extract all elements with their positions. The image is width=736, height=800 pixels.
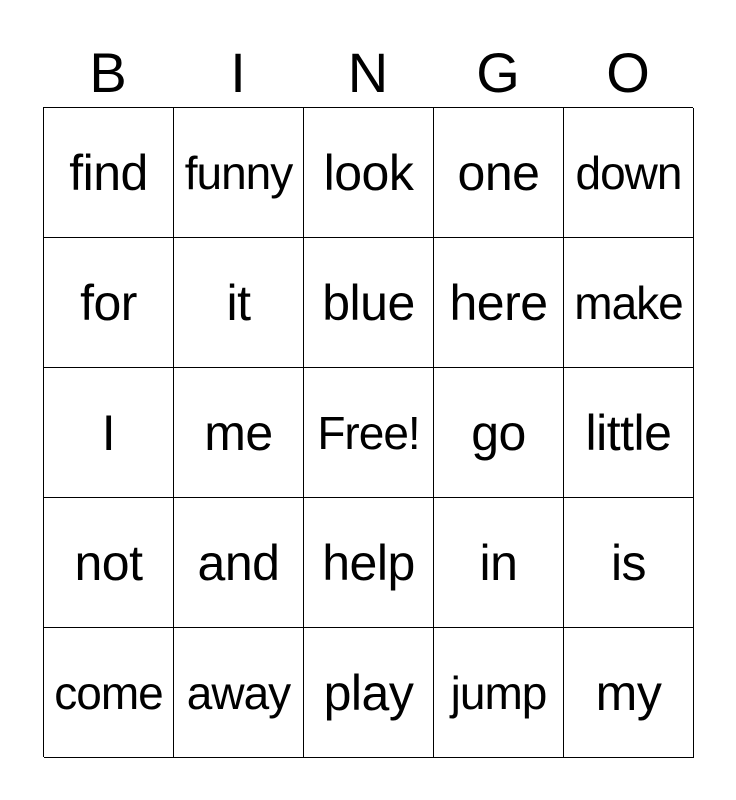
bingo-cell[interactable]: down [564, 108, 694, 238]
header-letter-g: G [476, 41, 520, 104]
header-letter-n: N [347, 41, 389, 104]
bingo-cell[interactable]: look [304, 108, 434, 238]
bingo-cell[interactable]: it [174, 238, 304, 368]
bingo-cell[interactable]: funny [174, 108, 304, 238]
bingo-cell[interactable]: here [434, 238, 564, 368]
bingo-cell[interactable]: I [44, 368, 174, 498]
header-letter-i: I [230, 41, 246, 104]
bingo-cell[interactable]: make [564, 238, 694, 368]
bingo-cell[interactable]: not [44, 498, 174, 628]
bingo-cell[interactable]: is [564, 498, 694, 628]
bingo-board [43, 107, 693, 757]
bingo-cell[interactable]: help [304, 498, 434, 628]
header-letter-o: O [606, 41, 650, 104]
bingo-cell[interactable]: for [44, 238, 174, 368]
bingo-cell[interactable]: away [174, 628, 304, 758]
bingo-cell[interactable]: find [44, 108, 174, 238]
free-space-cell[interactable]: Free! [304, 368, 434, 498]
header-letter-b: B [89, 41, 127, 104]
bingo-cell[interactable]: play [304, 628, 434, 758]
bingo-cell[interactable]: go [434, 368, 564, 498]
bingo-cell[interactable]: my [564, 628, 694, 758]
bingo-cell[interactable]: in [434, 498, 564, 628]
bingo-cell[interactable]: come [44, 628, 174, 758]
bingo-cell[interactable]: and [174, 498, 304, 628]
bingo-header [43, 38, 693, 108]
bingo-cell[interactable]: one [434, 108, 564, 238]
bingo-cell[interactable]: me [174, 368, 304, 498]
bingo-cell[interactable]: little [564, 368, 694, 498]
bingo-cell[interactable]: jump [434, 628, 564, 758]
bingo-cell[interactable]: blue [304, 238, 434, 368]
